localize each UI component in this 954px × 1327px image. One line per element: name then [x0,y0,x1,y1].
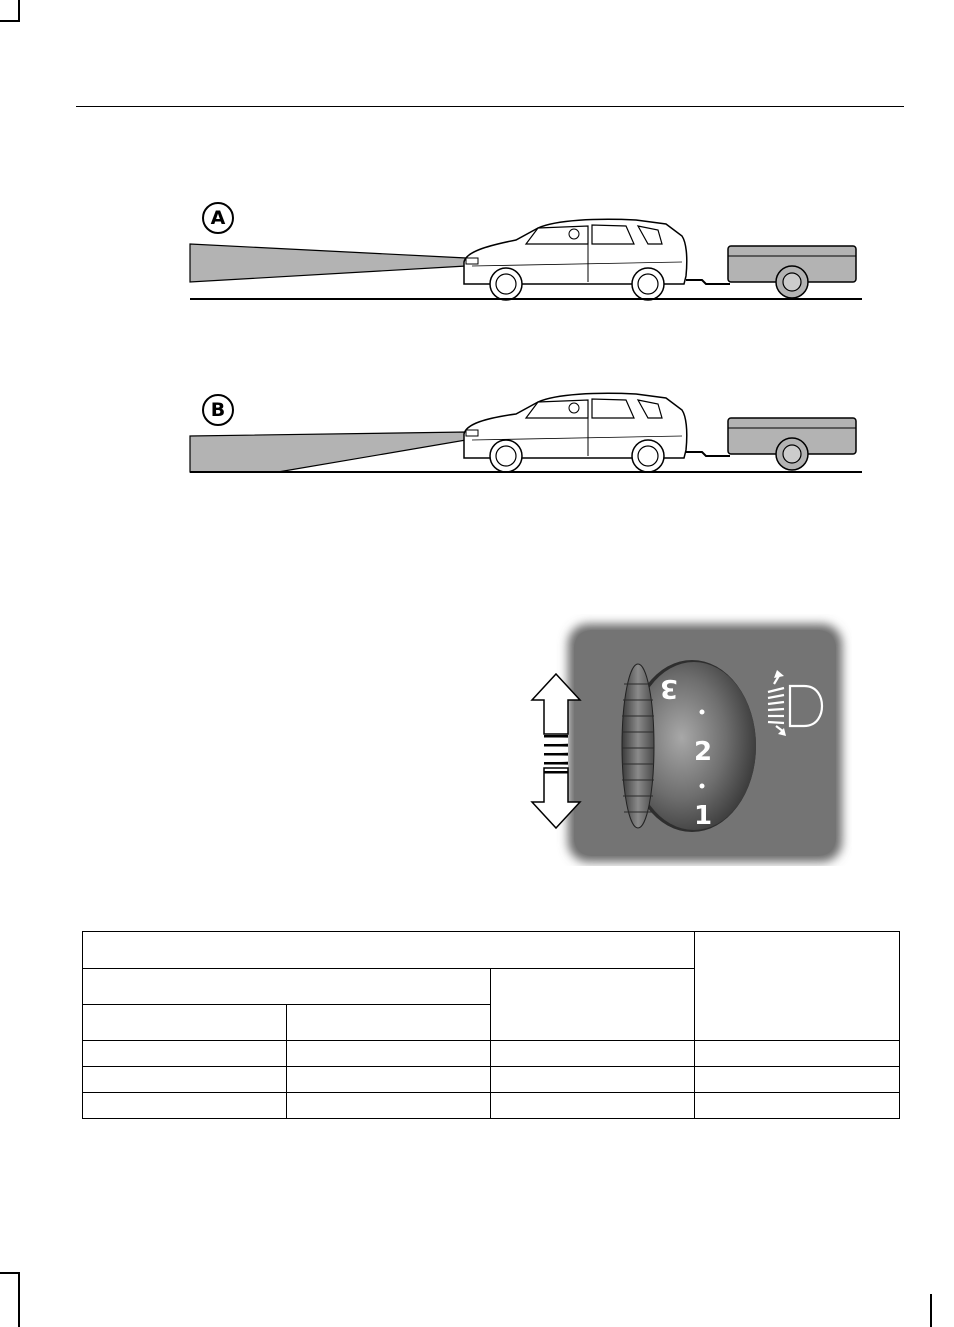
header-rule [76,106,904,107]
table-row [83,1041,900,1067]
table-cell [287,1067,491,1093]
table-header-column-2 [287,1005,491,1041]
table-cell [287,1041,491,1067]
dial-mark-1: 1 [694,801,713,831]
callout-b: B [202,394,234,426]
figure-b [186,388,866,478]
table-cell [695,1041,900,1067]
table-cell [695,1067,900,1093]
table-cell [491,1093,695,1119]
table-cell [491,1041,695,1067]
dial-mark-3: 3 [659,673,678,703]
figure-a-illustration [186,196,866,306]
table-header-column-1 [83,1005,287,1041]
table-cell [695,1093,900,1119]
table-row [83,1093,900,1119]
crop-mark-top-left-vertical [18,0,20,22]
table-cell [83,1093,287,1119]
table-header-setting [695,932,900,1041]
load-setting-table [82,931,900,1119]
table-cell [287,1093,491,1119]
table-header-group [83,932,695,969]
figure-a [186,196,866,306]
table-row [83,1067,900,1093]
table-header-subgroup [83,969,491,1005]
dial-mark-2: 2 [694,737,713,767]
headlamp-levelling-dial-figure [522,614,852,866]
crop-mark-bottom-right-vertical [930,1294,932,1327]
crop-mark-top-left-horizontal [0,20,20,22]
crop-mark-bottom-left-vertical [18,1272,20,1327]
table-header-column-3 [491,969,695,1041]
table-cell [83,1067,287,1093]
crop-mark-bottom-left-horizontal [0,1272,20,1274]
dial-illustration [522,614,852,866]
table-cell [83,1041,287,1067]
table-cell [491,1067,695,1093]
figure-b-illustration [186,388,866,478]
callout-a: A [202,202,234,234]
